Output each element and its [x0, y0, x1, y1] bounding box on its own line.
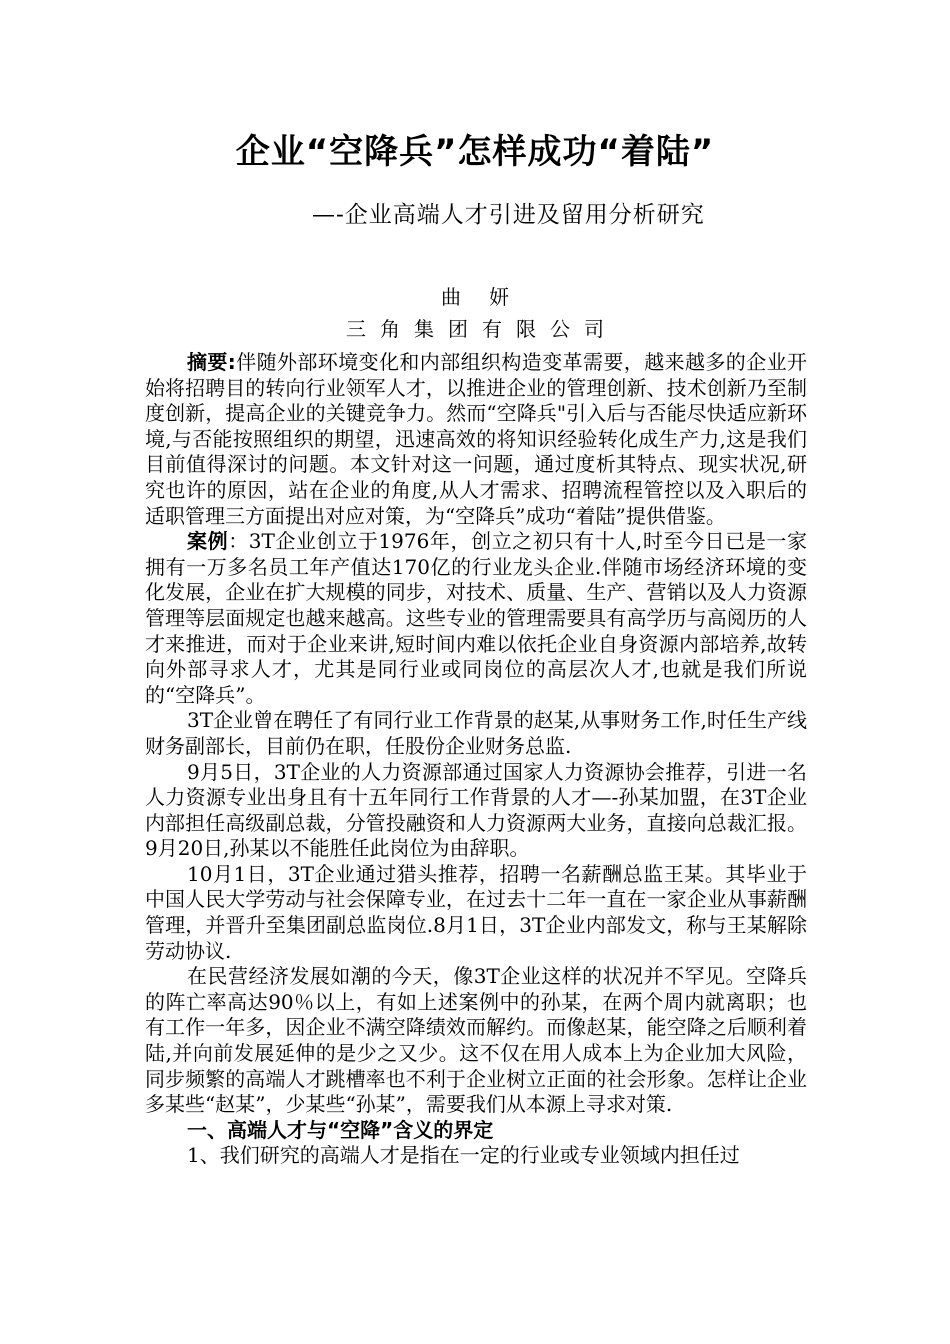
body-paragraph: 3T企业曾在聘任了有同行业工作背景的赵某,从事财务工作,时任生产线财务副部长，目前仍在职，任股份企业财务总监. — [145, 708, 807, 758]
document-title: 企业“空降兵”怎样成功“着陆” — [235, 132, 715, 172]
body-paragraph: 10月1日，3T企业通过猎头推荐，招聘一名薪酬总监王某。其毕业于中国人民大学劳动与社会保障专业，在过去十二年一直在一家企业从事薪酬管理，并晋升至集团副总监岗位.8月1日，3T企业内部发文，称与王某解除劳动协议. — [145, 861, 807, 963]
body-paragraph: 1、我们研究的高端人才是指在一定的行业或专业领域内担任过 — [187, 1143, 740, 1168]
body-paragraph: 在民营经济发展如潮的今天，像3T企业这样的状况并不罕见。空降兵的阵亡率高达90％以上，有如上述案例中的孙某，在两个周内就离职；也有工作一年多，因企业不满空降绩效而解约。而像赵某，能空降之后顺利着陆,并向前发展延伸的是少之又少。这不仅在用人成本上为企业加大风险，同步频繁的高端人才跳槽率也不利于企业树立正面的社会形象。怎样让企业多某些“赵某”，少某些“孙某”，需要我们从本源上寻求对策. — [145, 964, 807, 1117]
abstract-label: 摘要: — [187, 350, 236, 374]
author-name: 曲妍 — [441, 285, 537, 309]
author-organization: 三角集团有限公司 — [346, 317, 618, 341]
case-label: 案例 — [187, 529, 229, 554]
abstract-text: 伴随外部环境变化和内部组织构造变革需要，越来越多的企业开始将招聘目的转向行业领军人才，以推进企业的管理创新、技术创新乃至制度创新，提高企业的关键竞争力。然而“空降兵"引入后与否能尽快适应新环境,与否能按照组织的期望，迅速高效的将知识经验转化成生产力,这是我们目前值得深讨的问题。本文针对这一问题，通过度析其特点、现实状况,研究也许的原因，站在企业的角度,从人才需求、招聘流程管控以及入职后的适职管理三方面提出对应对策，为“空降兵”成功“着陆”提供借鉴。 — [145, 350, 808, 528]
document-subtitle: —-企业高端人才引进及留用分析研究 — [312, 202, 705, 228]
document-body — [145, 350, 807, 1169]
case-paragraph — [145, 529, 807, 708]
body-paragraph: 9月5日，3T企业的人力资源部通过国家人力资源协会推荐，引进一名人力资源专业出身且有十五年同行工作背景的人才—-孙某加盟，在3T企业内部担任高级副总裁，分管投融资和人力资源两大业务，直接向总裁汇报。9月20日,孙某以不能胜任此岗位为由辞职。 — [145, 759, 807, 861]
abstract-paragraph — [145, 350, 807, 529]
section-heading: 一、高端人才与“空降”含义的界定 — [187, 1117, 494, 1142]
case-text: ：3T企业创立于1976年，创立之初只有十人,时至今日已是一家拥有一万多名员工年产值达170亿的行业龙头企业.伴随市场经济环境的变化发展，企业在扩大规模的同步，对技术、质量、生产、营销以及人力资源管理等层面规定也越来越高。这些专业的管理需要具有高学历与高阅历的人才来推进，而对于企业来讲,短时间内难以依托企业自身资源内部培养,故转向外部寻求人才，尤其是同行业或同岗位的高层次人才,也就是我们所说的“空降兵”。 — [145, 529, 808, 707]
